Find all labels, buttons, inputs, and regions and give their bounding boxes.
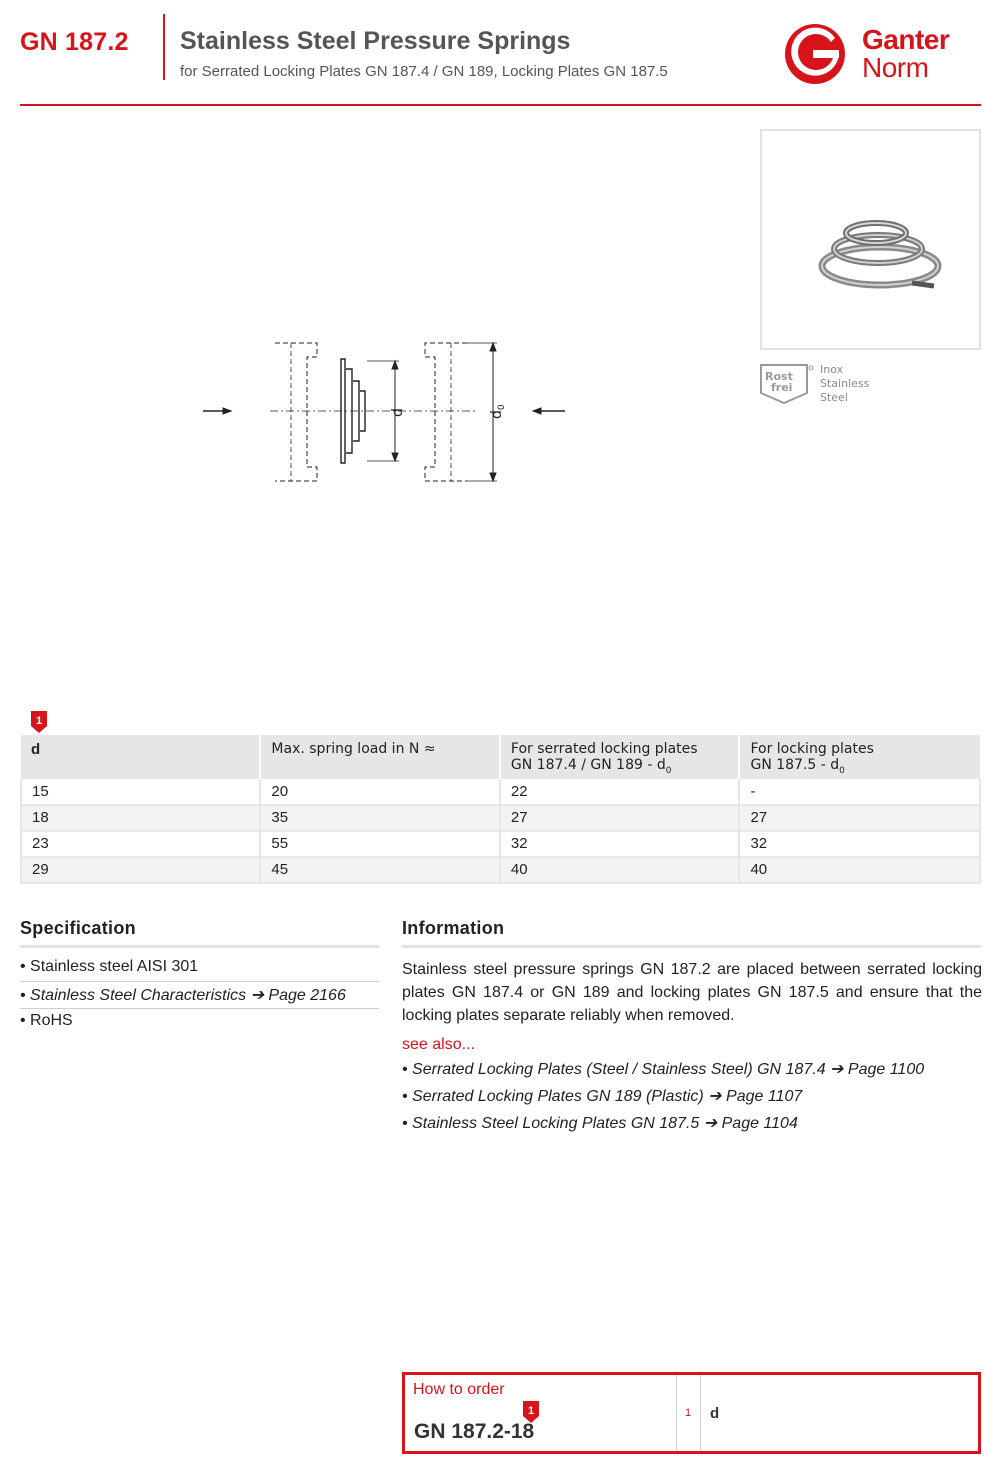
information-heading: Information	[402, 918, 505, 938]
page-subtitle: for Serrated Locking Plates GN 187.4 / GN 189, Locking Plates GN 187.5	[180, 63, 668, 80]
how-to-order-title: How to order	[413, 1381, 505, 1398]
badge-inox: Inox	[820, 363, 844, 376]
table-row	[21, 857, 980, 883]
order-marker-number: 1	[528, 1405, 535, 1417]
th-max-load: Max. spring load in N ≈	[260, 735, 500, 779]
table-row	[21, 831, 980, 857]
dim-label-d0-sub: 0	[497, 404, 507, 411]
table-marker-icon	[30, 710, 48, 734]
order-divider	[676, 1375, 677, 1451]
technical-drawing	[195, 335, 575, 490]
logo-text-ganter: Ganter	[862, 24, 950, 55]
spring-image	[762, 131, 979, 348]
ganter-logo-icon	[783, 22, 853, 86]
spec-item-rohs: • RoHS	[20, 1012, 73, 1029]
spec-divider	[20, 981, 379, 982]
dim-label-d0: d	[489, 410, 505, 419]
order-example: GN 187.2-18	[414, 1420, 535, 1443]
cell-load: 35	[260, 805, 500, 831]
header-rule	[20, 104, 981, 106]
cell-load: 45	[260, 857, 500, 883]
cell-locking: -	[739, 779, 980, 805]
cell-serrated: 22	[500, 779, 740, 805]
badge-rost: Rost	[765, 370, 793, 383]
badge-text	[820, 363, 869, 405]
header-separator	[163, 14, 165, 80]
cell-d: 18	[21, 805, 260, 831]
cell-d: 29	[21, 857, 260, 883]
cell-load: 20	[260, 779, 500, 805]
see-also-link[interactable]: • Serrated Locking Plates (Steel / Stainless Steel) GN 187.4 ➔ Page 1100	[402, 1061, 925, 1078]
order-divider	[700, 1375, 701, 1451]
th-d: d	[21, 735, 260, 779]
specification-heading: Specification	[20, 918, 136, 938]
spec-divider	[20, 1008, 379, 1009]
product-photo	[760, 129, 981, 350]
logo-text-norm: Norm	[862, 52, 929, 83]
spec-item-characteristics-link[interactable]: • Stainless Steel Characteristics ➔ Page 2166	[20, 987, 346, 1004]
see-also-link[interactable]: • Serrated Locking Plates GN 189 (Plastic) ➔ Page 1107	[402, 1088, 803, 1105]
th-locking: For locking plates GN $187.5 - d_0$	[739, 735, 980, 779]
cell-locking: 32	[739, 831, 980, 857]
table-row	[21, 779, 980, 805]
table-header-row	[21, 735, 980, 779]
spec-item-material: • Stainless steel AISI 301	[20, 958, 199, 975]
dim-label-d: d	[390, 408, 406, 417]
information-paragraph: Stainless steel pressure springs GN 187.2 are placed between serrated locking plates GN 187.4 or GN 189 and locking plates GN 187.5 and ensure that the locking plates separate reliably when removed.	[402, 961, 982, 1024]
badge-frei: frei	[771, 381, 793, 394]
see-also-label: see also...	[402, 1036, 475, 1053]
table-row	[21, 805, 980, 831]
information-rule	[402, 945, 981, 948]
cell-serrated: 27	[500, 805, 740, 831]
order-field-number: 1	[685, 1407, 692, 1419]
badge-stainless: Stainless	[820, 377, 870, 390]
badge-steel: Steel	[820, 391, 848, 404]
order-field-label: d	[710, 1405, 720, 1422]
see-also-link[interactable]: • Stainless Steel Locking Plates GN 187.5 ➔ Page 1104	[402, 1115, 798, 1132]
specification-rule	[20, 945, 379, 948]
cell-locking: 40	[739, 857, 980, 883]
cell-d: 15	[21, 779, 260, 805]
article-code: GN 187.2	[20, 28, 129, 56]
cell-locking: 27	[739, 805, 980, 831]
stainless-badge-icon	[759, 363, 817, 405]
cell-load: 55	[260, 831, 500, 857]
cell-serrated: 40	[500, 857, 740, 883]
table-marker-number: 1	[36, 715, 43, 727]
cell-d: 23	[21, 831, 260, 857]
cell-serrated: 32	[500, 831, 740, 857]
page-title: Stainless Steel Pressure Springs	[180, 27, 571, 55]
dimensions-table	[20, 735, 981, 884]
svg-text:d0	[489, 404, 507, 419]
th-serrated: For serrated locking plates GN 187.4 / GN $189 - d_0$	[500, 735, 740, 779]
